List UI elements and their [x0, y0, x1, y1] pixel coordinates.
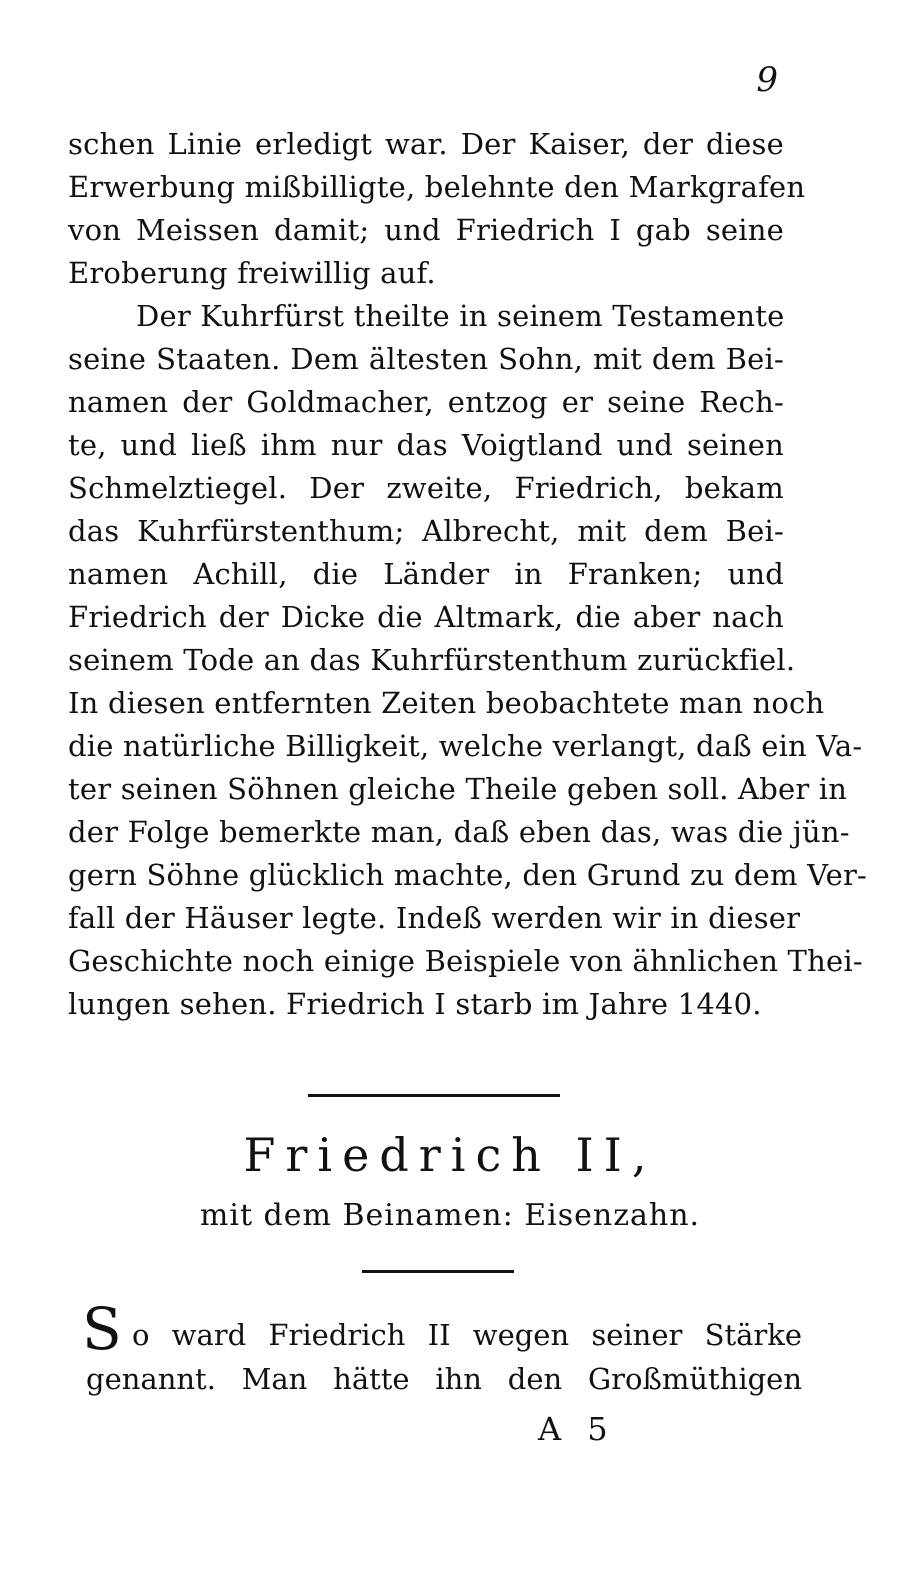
text-line: gern Söhne glücklich machte, den Grund zu dem Ver- [68, 858, 868, 892]
text-line: seinem Tode an das Kuhrfürstenthum zurückfiel. [68, 643, 796, 677]
text-line: schen Linie erledigt war. Der Kaiser, der diese [68, 127, 784, 161]
text-line: die natürliche Billigkeit, welche verlangt, daß ein Va- [68, 729, 863, 763]
text-line: der Folge bemerkte man, daß eben das, was die jün- [68, 815, 850, 849]
page-number: 9 [756, 60, 778, 100]
text-line: Schmelztiegel. Der zweite, Friedrich, bekam [68, 471, 784, 505]
text-line: o ward Friedrich II wegen seiner Stärke [132, 1318, 802, 1352]
text-line: Erwerbung mißbilligte, belehnte den Markgrafen [68, 170, 806, 204]
text-line: Friedrich der Dicke die Altmark, die aber nach [68, 600, 784, 634]
text-line: Geschichte noch einige Beispiele von ähnlichen Thei- [68, 944, 863, 978]
text-line: ter seinen Söhnen gleiche Theile geben soll. Aber in [68, 772, 848, 806]
text-line: genannt. Man hätte ihn den Großmüthigen [86, 1362, 802, 1396]
text-line: te, und ließ ihm nur das Voigtland und seinen [68, 428, 784, 462]
text-line: namen Achill, die Länder in Franken; und [68, 557, 784, 591]
text-line: das Kuhrfürstenthum; Albrecht, mit dem Bei- [68, 514, 784, 548]
subtitle-divider [362, 1270, 514, 1273]
text-line: Der Kuhrfürst theilte in seinem Testamente [136, 299, 785, 333]
text-line: In diesen entfernten Zeiten beobachtete man noch [68, 686, 825, 720]
drop-initial: S [82, 1295, 122, 1363]
text-line: namen der Goldmacher, entzog er seine Rech- [68, 385, 784, 419]
text-line: von Meissen damit; und Friedrich I gab seine [68, 213, 784, 247]
text-line: seine Staaten. Dem ältesten Sohn, mit dem Bei- [68, 342, 784, 376]
section-divider [308, 1094, 560, 1097]
chapter-subtitle: mit dem Beinamen: Eisenzahn. [199, 1198, 701, 1233]
chapter-title: Friedrich II, [243, 1128, 657, 1182]
text-line: lungen sehen. Friedrich I starb im Jahre 1440. [68, 987, 762, 1021]
text-line: fall der Häuser legte. Indeß werden wir in dieser [68, 901, 801, 935]
text-line: Eroberung freiwillig auf. [68, 256, 436, 290]
signature-mark: A 5 [538, 1410, 616, 1448]
